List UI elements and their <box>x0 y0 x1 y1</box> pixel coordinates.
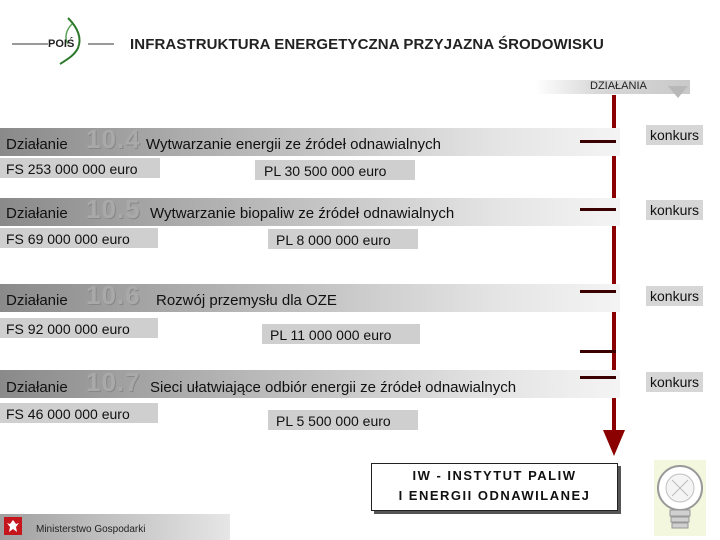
action-description: Wytwarzanie energii ze źródeł odnawialnych <box>146 136 442 153</box>
iw-line-1: IW - INSTYTUT PALIW <box>412 468 577 483</box>
konkurs-badge: konkurs <box>646 372 703 392</box>
action-prefix: Działanie <box>6 292 68 309</box>
lightbulb-icon <box>650 458 710 538</box>
connector <box>580 140 616 143</box>
fs-amount: FS 253 000 000 euro <box>6 161 138 177</box>
polish-eagle-icon <box>4 517 22 535</box>
fs-amount: FS 46 000 000 euro <box>6 406 130 422</box>
konkurs-badge: konkurs <box>646 200 703 220</box>
connector <box>580 290 616 293</box>
action-number: 10.5 <box>86 194 141 224</box>
page-title: INFRASTRUKTURA ENERGETYCZNA PRZYJAZNA ŚRODOWISKU <box>130 36 604 53</box>
action-prefix: Działanie <box>6 379 68 396</box>
arrow-down-icon <box>603 430 625 456</box>
pl-amount: PL 5 500 000 euro <box>276 413 391 429</box>
logo-text: POIŚ <box>48 38 75 50</box>
dzialania-pointer-icon <box>668 86 688 98</box>
konkurs-badge: konkurs <box>646 286 703 306</box>
action-number: 10.7 <box>86 367 141 397</box>
action-description: Wytwarzanie biopaliw ze źródeł odnawialnych <box>150 205 455 222</box>
action-description: Rozwój przemysłu dla OZE <box>156 292 337 309</box>
iw-line-2: I ENERGII ODNAWILANEJ <box>398 488 591 503</box>
fs-amount: FS 92 000 000 euro <box>6 321 130 337</box>
action-prefix: Działanie <box>6 205 68 222</box>
connector <box>580 376 616 379</box>
iw-box <box>371 463 618 511</box>
pl-amount: PL 11 000 000 euro <box>270 327 392 343</box>
ministry-label: Ministerstwo Gospodarki <box>36 524 146 535</box>
action-number: 10.6 <box>86 280 141 310</box>
action-number: 10.4 <box>86 124 141 154</box>
connector <box>580 350 616 353</box>
action-description: Sieci ułatwiające odbiór energii ze źródeł odnawialnych <box>150 379 517 396</box>
fs-amount: FS 69 000 000 euro <box>6 231 130 247</box>
pl-amount: PL 8 000 000 euro <box>276 232 391 248</box>
konkurs-badge: konkurs <box>646 125 703 145</box>
action-prefix: Działanie <box>6 136 68 153</box>
connector <box>580 208 616 211</box>
dzialania-label: DZIAŁANIA <box>590 80 647 92</box>
pl-amount: PL 30 500 000 euro <box>264 163 387 179</box>
